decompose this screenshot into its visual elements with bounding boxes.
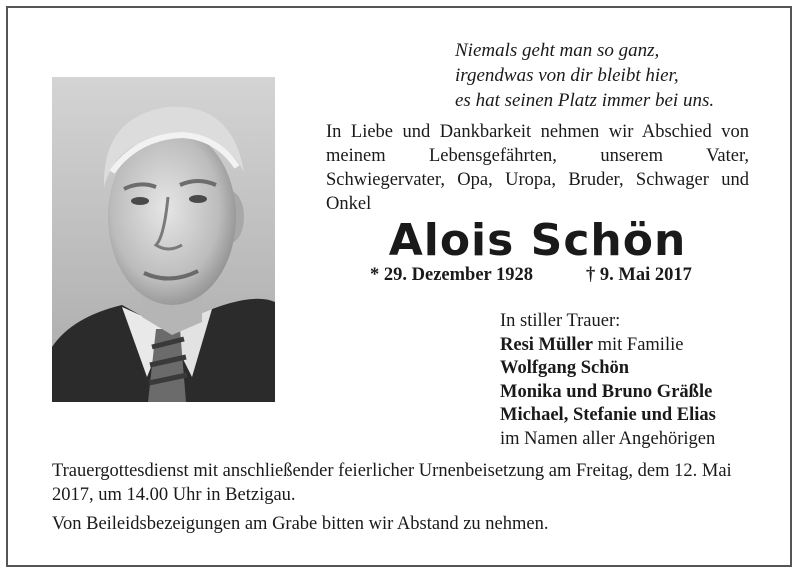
mourner-suffix: mit Familie (593, 334, 684, 355)
portrait-illustration (52, 77, 275, 402)
mourners-heading: In stiller Trauer: (500, 311, 621, 331)
mourners-list (500, 310, 760, 451)
poem-line: es hat seinen Platz immer bei uns. (455, 90, 715, 111)
mourner-name: Michael, Stefanie und Elias (500, 405, 716, 425)
portrait-photo (52, 77, 275, 402)
poem-line: irgendwas von dir bleibt hier, (455, 65, 679, 86)
mourners-closing: im Namen aller Angehörigen (500, 428, 716, 449)
death-date: † 9. Mai 2017 (586, 265, 692, 285)
poem (455, 38, 755, 113)
mourner-name: Wolfgang Schön (500, 358, 630, 378)
mourner-name: Resi Müller (500, 334, 593, 355)
funeral-service-info: Trauergottesdienst mit anschließender feierlicher Urnenbeisetzung am Freitag, dem 12. Mai 2017, um 14.00 Uhr in Betzigau. (52, 461, 732, 505)
poem-line: Niemals geht man so ganz, (455, 40, 660, 61)
deceased-name: Alois Schön (388, 215, 687, 266)
birth-date: * 29. Dezember 1928 (370, 265, 534, 285)
farewell-intro: In Liebe und Dankbarkeit nehmen wir Abschied von meinem Lebensgefährten, unserem Vater, Schwiegervater, Opa, Uropa, Bruder, Schwager und Onkel (326, 122, 749, 214)
mourner-entry (500, 381, 760, 405)
mourner-name: Monika und Bruno Gräßle (500, 381, 713, 402)
mourner-entry (500, 334, 760, 358)
mourner-entry (500, 357, 760, 381)
mourner-entry (500, 404, 760, 428)
condolence-note: Von Beileidsbezeigungen am Grabe bitten wir Abstand zu nehmen. (52, 514, 549, 534)
